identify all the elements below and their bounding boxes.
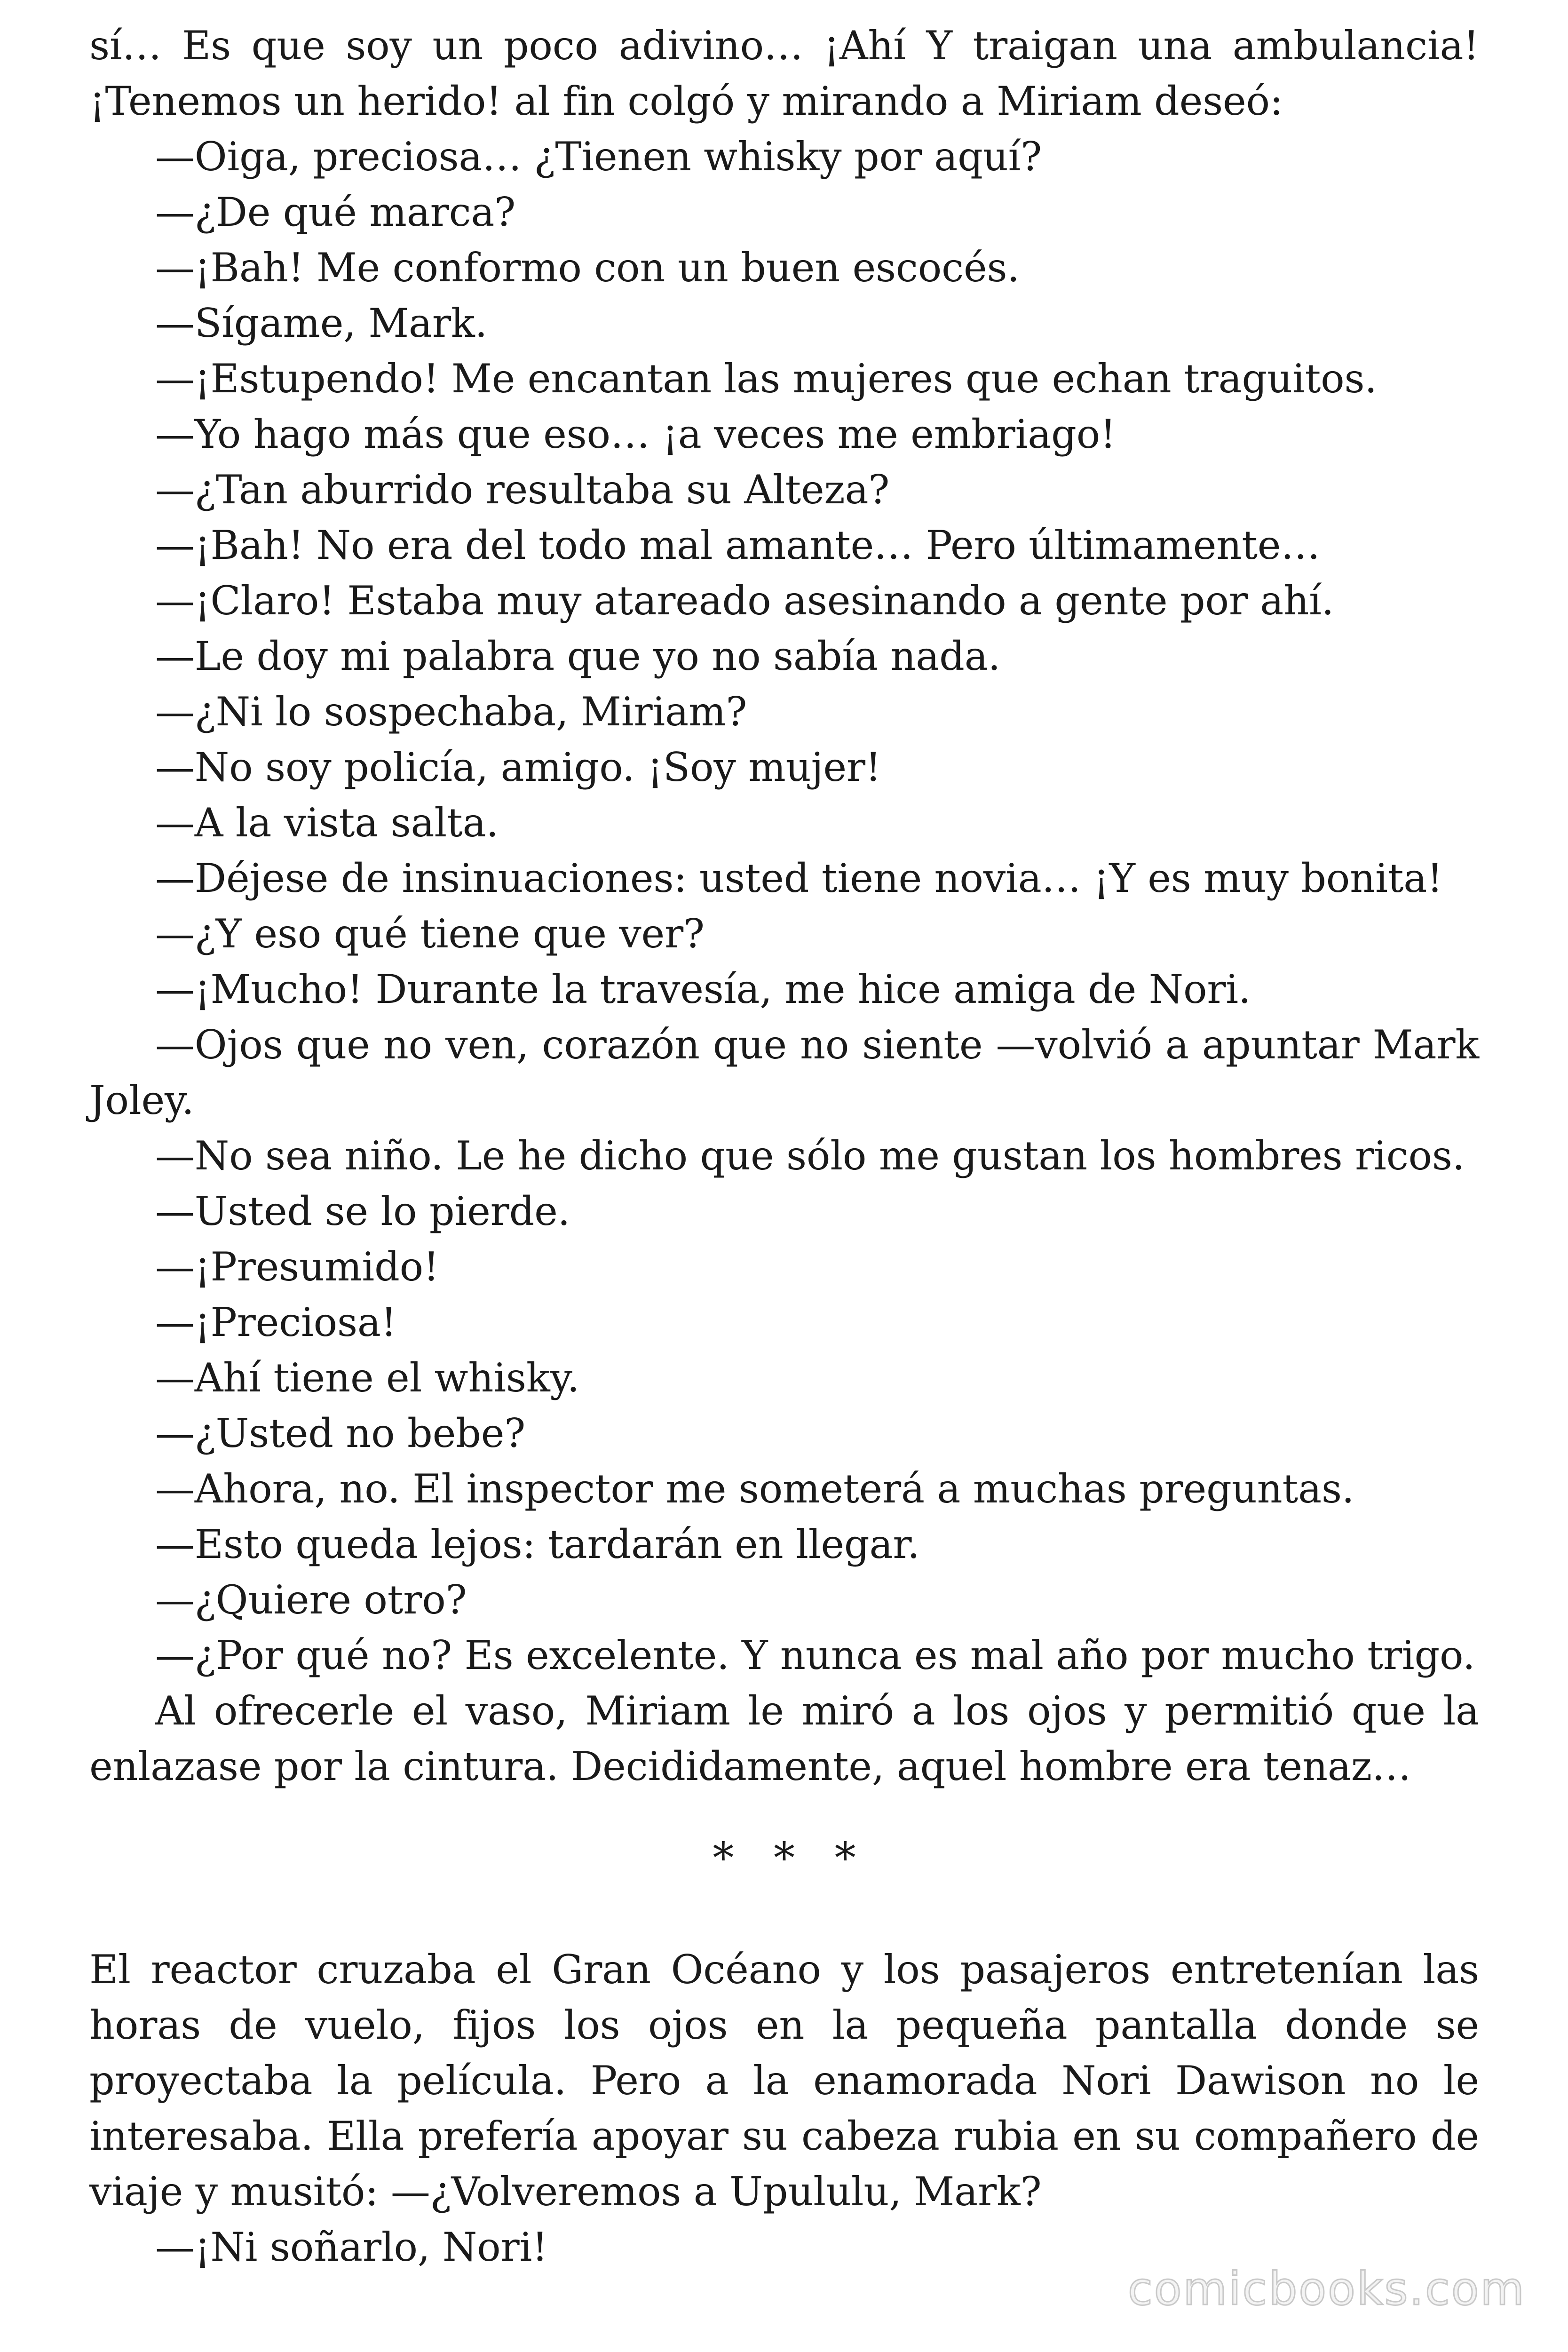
dialogue-line: —¿Quiere otro? bbox=[155, 1577, 467, 1623]
dialogue-line: —Oiga, preciosa… ¿Tienen whisky por aquí? bbox=[155, 134, 1042, 180]
dialogue-line: —Le doy mi palabra que yo no sabía nada. bbox=[155, 633, 1001, 679]
dialogue-line: —Yo hago más que eso… ¡a veces me embriago! bbox=[155, 411, 1116, 457]
dialogue-line: —¿Tan aburrido resultaba su Alteza? bbox=[155, 467, 890, 513]
dialogue-line: —Esto queda lejos: tardarán en llegar. bbox=[155, 1521, 920, 1567]
dialogue-line: —Ahora, no. El inspector me someterá a muchas preguntas. bbox=[155, 1466, 1354, 1512]
scene-separator: * * * bbox=[713, 1834, 869, 1883]
dialogue-line: —¡Presumido! bbox=[155, 1244, 439, 1290]
dialogue-line: —Sígame, Mark. bbox=[155, 300, 488, 346]
dialogue-line: —¿Por qué no? Es excelente. Y nunca es mal año por mucho trigo. bbox=[155, 1632, 1475, 1678]
narrative-paragraph: El reactor cruzaba el Gran Océano y los pasajeros entretenían las horas de vuelo, fijos los ojos en la pequeña pantalla donde se proyectaba la película. Pero a la enamorada Nori Dawison no le interesaba. Ella prefería apoyar su cabeza rubia en su compañero de viaje y musitó: —¿Volveremos a Upululu, Mark? bbox=[89, 1947, 1479, 2215]
dialogue-line: —No sea niño. Le he dicho que sólo me gustan los hombres ricos. bbox=[155, 1133, 1465, 1179]
dialogue-line: —Ahí tiene el whisky. bbox=[155, 1355, 580, 1401]
page-body bbox=[89, 18, 1479, 2275]
dialogue-line: —A la vista salta. bbox=[155, 800, 499, 846]
dialogue-line: —¡Preciosa! bbox=[155, 1299, 397, 1345]
dialogue-line: —Ojos que no ven, corazón que no siente —volvió a apuntar Mark Joley. bbox=[89, 1022, 1479, 1123]
dialogue-line: —¡Claro! Estaba muy atareado asesinando a gente por ahí. bbox=[155, 578, 1334, 624]
dialogue-line: —¡Ni soñarlo, Nori! bbox=[155, 2224, 548, 2270]
dialogue-line: —Déjese de insinuaciones: usted tiene novia… ¡Y es muy bonita! bbox=[155, 855, 1443, 901]
dialogue-line: —¡Estupendo! Me encantan las mujeres que echan traguitos. bbox=[155, 356, 1377, 402]
paragraph-continuation: sí… Es que soy un poco adivino… ¡Ahí Y traigan una ambulancia! ¡Tenemos un herido! al fin colgó y mirando a Miriam deseó: bbox=[89, 23, 1479, 124]
dialogue-line: —¿Usted no bebe? bbox=[155, 1410, 526, 1456]
narrative-paragraph: Al ofrecerle el vaso, Miriam le miró a los ojos y permitió que la enlazase por la cintura. Decididamente, aquel hombre era tenaz… bbox=[89, 1688, 1479, 1789]
dialogue-line: —¿Ni lo sospechaba, Miriam? bbox=[155, 689, 747, 735]
dialogue-line: —¡Bah! Me conformo con un buen escocés. bbox=[155, 245, 1020, 291]
dialogue-line: —¿Y eso qué tiene que ver? bbox=[155, 911, 705, 957]
dialogue-line: —Usted se lo pierde. bbox=[155, 1188, 570, 1234]
watermark-logo: comicbooks.com bbox=[1127, 2263, 1526, 2315]
dialogue-line: —¡Mucho! Durante la travesía, me hice amiga de Nori. bbox=[155, 966, 1251, 1012]
dialogue-line: —No soy policía, amigo. ¡Soy mujer! bbox=[155, 744, 881, 790]
dialogue-line: —¡Bah! No era del todo mal amante… Pero últimamente… bbox=[155, 522, 1321, 568]
dialogue-line: —¿De qué marca? bbox=[155, 189, 516, 235]
